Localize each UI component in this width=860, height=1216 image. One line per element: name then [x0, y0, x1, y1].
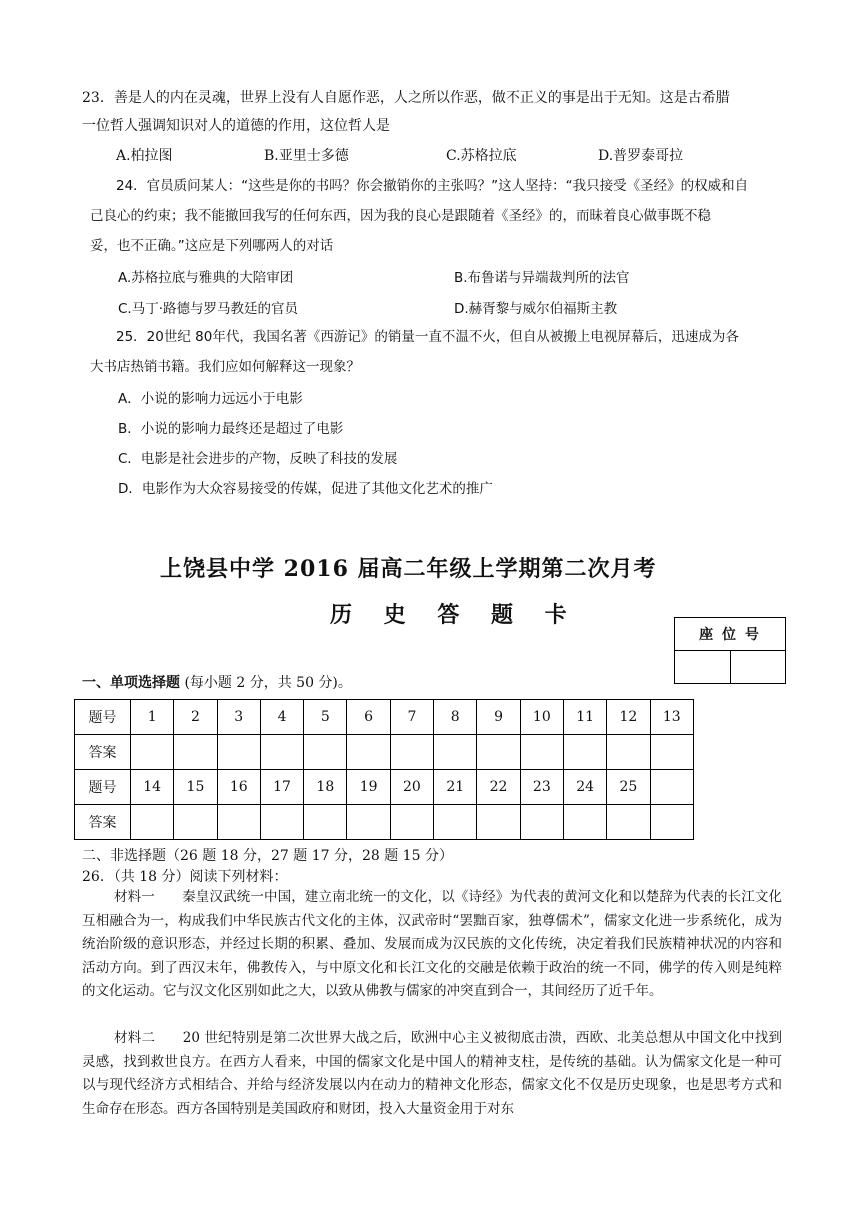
num-cell — [650, 770, 693, 805]
num-cell: 23 — [520, 770, 563, 805]
answer-cell[interactable] — [217, 735, 260, 770]
num-cell: 15 — [174, 770, 217, 805]
answer-grid-num-row — [75, 770, 694, 805]
answer-card-subtitle: 历 史 答 题 卡 — [330, 602, 579, 628]
answer-cell[interactable] — [520, 805, 563, 840]
section2-heading: 二、非选择题（26 题 18 分，27 题 17 分，28 题 15 分） — [82, 848, 453, 864]
num-cell: 7 — [390, 700, 433, 735]
section1-heading-note: (每小题 2 分，共 50 分)。 — [184, 675, 352, 691]
row-label-num: 题号 — [75, 770, 131, 805]
answer-cell[interactable] — [347, 805, 390, 840]
q24-line1: 24．官员质问某人：“这些是你的书吗？你会撤销你的主张吗？”这人坚持：“我只接受《圣经》的权威和自 — [116, 178, 749, 194]
material-1-paragraph: 材料一 秦皇汉武统一中国，建立南北统一的文化，以《诗经》为代表的黄河文化和以楚辞为代表的长江文化互相融合为一，构成我们中华民族古代文化的主体，汉武帝时“罢黜百家，独尊儒术”，儒家文化进一步系统化，成为统治阶级的意识形态，并经过长期的积累、叠加、发展而成为汉民族的文化传统，决定着我们民族精神状况的内容和活动方向。到了西汉末年，佛教传入，与中原文化和长江文化的交融是依赖于政治的统一不同，佛学的传入则是纯粹的文化运动。它与汉文化区别如此之大，以致从佛教与儒家的冲突直到合一，其间经历了近千年。 — [82, 889, 782, 999]
material-2-paragraph: 材料二 20 世纪特别是第二次世界大战之后，欧洲中心主义被彻底击溃，西欧、北美总想从中国文化中找到灵感，找到救世良方。在西方人看来，中国的儒家文化是中国人的精神支柱，是传统的基础。认为儒家文化是一种可以与现代经济方式相结合、并给与经济发展以内在动力的精神文化形态，儒家文化不仅是历史现象，也是思考方式和生命存在形态。西方各国特别是美国政府和财团，投入大量资金用于对东 — [82, 1030, 782, 1117]
answer-cell[interactable] — [304, 805, 347, 840]
seat-number-box — [674, 617, 786, 684]
answer-cell[interactable] — [131, 735, 174, 770]
row-label-answer: 答案 — [75, 735, 131, 770]
q24-line2: 己良心的约束；我不能撤回我写的任何东西，因为我的良心是跟随着《圣经》的，而昧着良心做事既不稳 — [90, 208, 711, 224]
answer-cell[interactable] — [434, 735, 477, 770]
q24-option-a: A.苏格拉底与雅典的大陪审团 — [118, 270, 294, 286]
q25-option-a: A．小说的影响力远远小于电影 — [118, 391, 303, 407]
num-cell: 5 — [304, 700, 347, 735]
num-cell: 18 — [304, 770, 347, 805]
answer-cell[interactable] — [650, 735, 693, 770]
answer-grid — [74, 699, 694, 840]
num-cell: 25 — [607, 770, 650, 805]
num-cell: 8 — [434, 700, 477, 735]
section1-heading-bold: 一、单项选择题 — [82, 675, 180, 691]
num-cell: 14 — [131, 770, 174, 805]
num-cell: 12 — [607, 700, 650, 735]
answer-cell[interactable] — [607, 735, 650, 770]
answer-cell[interactable] — [477, 735, 520, 770]
answer-cell[interactable] — [563, 735, 606, 770]
answer-cell[interactable] — [390, 735, 433, 770]
num-cell: 11 — [563, 700, 606, 735]
num-cell: 17 — [260, 770, 303, 805]
seat-number-cell-2[interactable] — [730, 651, 786, 684]
q23-option-c: C.苏格拉底 — [446, 148, 517, 164]
answer-cell[interactable] — [131, 805, 174, 840]
row-label-num: 题号 — [75, 700, 131, 735]
num-cell: 20 — [390, 770, 433, 805]
answer-cell[interactable] — [260, 805, 303, 840]
q25-option-d: D．电影作为大众容易接受的传媒，促进了其他文化艺术的推广 — [118, 481, 493, 497]
q25-option-c: C．电影是社会进步的产物，反映了科技的发展 — [118, 451, 398, 467]
q24-option-b: B.布鲁诺与异端裁判所的法官 — [454, 270, 630, 286]
q23-option-a: A.柏拉图 — [116, 148, 173, 164]
num-cell: 19 — [347, 770, 390, 805]
answer-cell[interactable] — [174, 805, 217, 840]
answer-cell[interactable] — [563, 805, 606, 840]
q23-option-b: B.亚里士多德 — [264, 148, 349, 164]
answer-grid-num-row — [75, 700, 694, 735]
answer-cell[interactable] — [304, 735, 347, 770]
answer-card-title: 上饶县中学 2016 届高二年级上学期第二次月考 — [160, 556, 657, 582]
num-cell: 21 — [434, 770, 477, 805]
q23-line1: 23．善是人的内在灵魂，世界上没有人自愿作恶，人之所以作恶，做不正义的事是出于无知。这是古希腊 — [82, 90, 730, 106]
q24-line3: 妥，也不正确。”这应是下列哪两人的对话 — [90, 238, 334, 254]
answer-cell[interactable] — [520, 735, 563, 770]
answer-cell[interactable] — [174, 735, 217, 770]
num-cell: 10 — [520, 700, 563, 735]
section1-heading — [82, 672, 352, 692]
num-cell: 24 — [563, 770, 606, 805]
q25-option-b: B．小说的影响力最终还是超过了电影 — [118, 421, 344, 437]
answer-cell[interactable] — [390, 805, 433, 840]
answer-cell[interactable] — [434, 805, 477, 840]
num-cell: 1 — [131, 700, 174, 735]
num-cell: 16 — [217, 770, 260, 805]
answer-cell[interactable] — [217, 805, 260, 840]
q23-line2: 一位哲人强调知识对人的道德的作用，这位哲人是 — [82, 118, 390, 134]
num-cell: 22 — [477, 770, 520, 805]
num-cell: 13 — [650, 700, 693, 735]
answer-grid-answer-row — [75, 805, 694, 840]
q24-option-c: C.马丁·路德与罗马教廷的官员 — [118, 301, 299, 317]
answer-cell[interactable] — [607, 805, 650, 840]
num-cell: 4 — [260, 700, 303, 735]
q25-line1: 25．20世纪 80年代，我国名著《西游记》的销量一直不温不火，但自从被搬上电视屏幕后，迅速成为各 — [116, 329, 739, 345]
num-cell: 2 — [174, 700, 217, 735]
answer-cell[interactable] — [347, 735, 390, 770]
q26-intro: 26．（共 18 分）阅读下列材料： — [82, 869, 288, 885]
row-label-answer: 答案 — [75, 805, 131, 840]
q24-option-d: D.赫胥黎与威尔伯福斯主教 — [454, 301, 618, 317]
num-cell: 6 — [347, 700, 390, 735]
answer-cell[interactable] — [650, 805, 693, 840]
num-cell: 3 — [217, 700, 260, 735]
answer-grid-answer-row — [75, 735, 694, 770]
q25-line2: 大书店热销书籍。我们应如何解释这一现象？ — [90, 359, 360, 375]
num-cell: 9 — [477, 700, 520, 735]
q23-option-d: D.普罗泰哥拉 — [598, 148, 684, 164]
seat-number-cell-1[interactable] — [675, 651, 731, 684]
seat-number-label: 座 位 号 — [675, 618, 786, 651]
answer-cell[interactable] — [260, 735, 303, 770]
answer-cell[interactable] — [477, 805, 520, 840]
